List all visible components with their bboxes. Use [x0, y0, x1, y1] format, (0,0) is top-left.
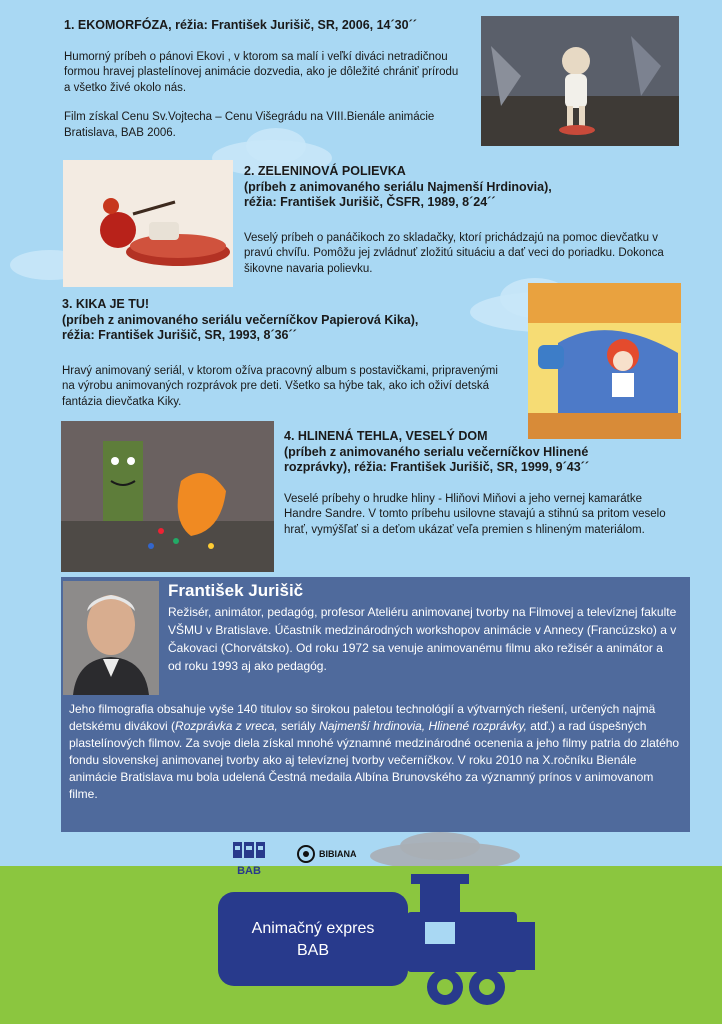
film-3-title-line3: réžia: František Jurišič, SR, 1993, 8´36´´ [62, 328, 297, 342]
film-3-description: Hravý animovaný seriál, v ktorom ožíva pracovný album s postavičkami, pripravenými na výrobu animovaných rozprávok pre deti. Všetko sa hýbe tak, ako ich oživí detská fantázia dievčatka Kiky. [62, 364, 498, 408]
film-4-title-line2: (príbeh z animovaného serialu večerníčkov Hlinené [284, 444, 589, 459]
train-label-line1: Animačný expres [251, 920, 375, 937]
film-4-title-line3: rozprávky), réžia: František Jurišič, SR, 1999, 9´43´´ [284, 460, 589, 474]
filmography-title-italic: Najmenší hrdinovia, Hlinené rozprávky, [319, 719, 527, 733]
film-3-title-line1: 3. KIKA JE TU! [62, 297, 150, 311]
film-2-title-line1: 2. ZELENINOVÁ POLIEVKA [244, 164, 406, 178]
bab-logo-text: BAB [237, 865, 261, 877]
director-bio-panel [61, 577, 690, 832]
train-label-line2: BAB [296, 942, 329, 959]
film-1-description: Humorný príbeh o pánovi Ekovi , v ktorom sa malí i veľkí diváci netradičnou formou hravej plastelínovej animácie dozvedia, ako je dôležité chrániť prírodu a všetko živé okolo nás. [64, 50, 459, 94]
film-2-text [244, 164, 684, 277]
film-2-title-line2: (príbeh z animovaného seriálu Najmenší Hrdinovia), [244, 179, 552, 194]
film-1-text [64, 18, 484, 141]
film-3-image [528, 283, 681, 439]
film-1-award: Film získal Cenu Sv.Vojtecha – Cenu Višegrádu na VIII.Bienále animácie Bratislava, BAB 2006. [64, 111, 435, 139]
film-4-title-line1: 4. HLINENÁ TEHLA, VESELÝ DOM [284, 429, 488, 443]
director-name: František Jurišič [168, 581, 304, 600]
film-2-image [63, 160, 233, 287]
film-1-image [481, 16, 679, 146]
film-4-image [61, 421, 274, 572]
film-3-text [62, 297, 522, 410]
film-4-text [284, 429, 684, 538]
train-wagon [218, 892, 408, 986]
film-3-title-line2: (príbeh z animovaného seriálu večerníčkov Papierová Kika), [62, 312, 419, 327]
bibiana-logo-text: BIBIANA [319, 849, 357, 859]
filmography-text: Jeho filmografia obsahuje vyše 140 titulov so širokou paletou technológií a výtvarných riešení, určených najmä detskému divákovi ( [69, 702, 656, 733]
filmography-title-italic: Rozprávka z vreca, [175, 719, 278, 733]
film-2-description: Veselý príbeh o panáčikoch zo skladačky, ktorí prichádzajú na pomoc dievčatku v pravú chvíľu. Pomôžu jej zvládnuť zložitú situáciu a dať veci do poriadku. Dokonca šikovne navaria polievku. [244, 231, 664, 275]
director-intro: Režisér, animátor, pedagóg, profesor Ateliéru animovanej tvorby na Filmovej a televíznej fakulte VŠMU v Bratislave. Účastník medzinárodných workshopov animácie v Annecy (Francúzsko) a v Čakovaci (Chorvátsko). Od roku 1972 sa venuje animovanému filmu ako režisér a animátor a od roku 1993 aj ako pedagóg. [168, 605, 677, 673]
film-1-title: 1. EKOMORFÓZA, réžia: František Jurišič, SR, 2006, 14´30´´ [64, 18, 417, 32]
filmography-text: atď.) a rad úspešných plastelínových filmov. Za svoje diela získal mnohé významné medzinárodné ocenenia a jeho filmy patria do zlatého fondu slovenskej animovanej tvorby ako aj televíznej tvorby večerníčkov. V roku 2010 na X.ročníku Bienále animácie Bratislava mu bola udelená Čestná medaila Albína Brunovského za významný prínos v animovanom filme. [69, 719, 680, 801]
filmography-text: seriály [277, 719, 320, 733]
film-2-title-line3: réžia: František Jurišič, ČSFR, 1989, 8´24´´ [244, 195, 496, 209]
film-4-description: Veselé príbehy o hrudke hliny - Hliňovi Miňovi a jeho vernej kamarátke Handre Sandre. V tomto príbehu usilovne stavajú a stihnú sa pritom veselo hrať, vymýšľať si a deťom ukázať veľa premien s hlineným materiálom. [284, 492, 666, 536]
director-portrait [63, 581, 159, 695]
director-filmography [69, 701, 685, 803]
